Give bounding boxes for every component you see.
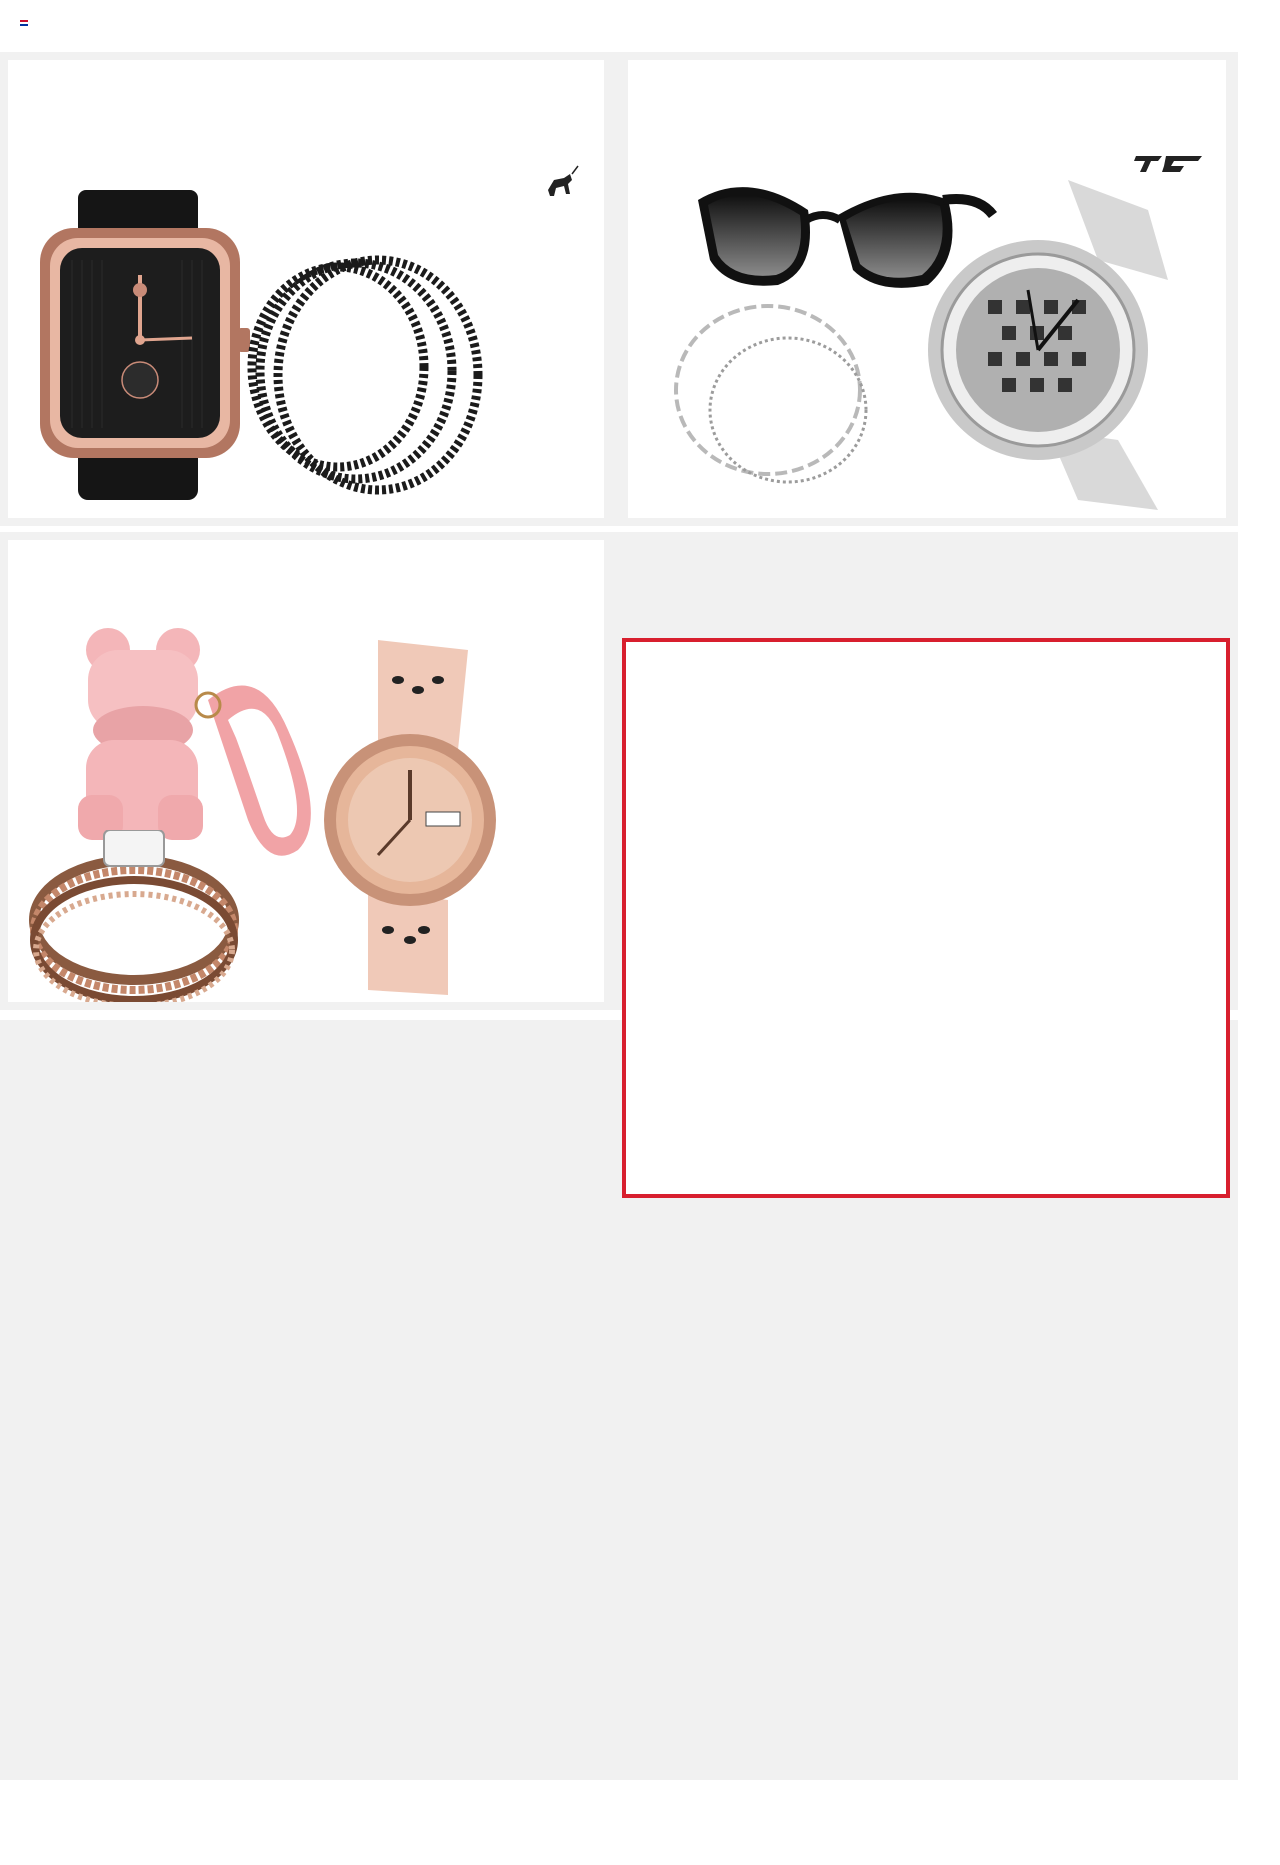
bracelet-image [24,830,244,1002]
watch-image [32,190,262,500]
tecno-sport-logo [1114,152,1224,178]
watch-image [918,180,1218,518]
flag-icon [20,20,28,26]
bracelet-image [658,280,888,510]
product-card[interactable] [8,540,604,1002]
tecno-sport-mark-icon [1134,152,1204,174]
product-card[interactable] [8,60,604,518]
watch-image [318,640,508,1000]
featured-card-frame [622,638,1230,1198]
product-card[interactable] [628,60,1226,518]
bracelet-image [238,235,508,505]
york-team-polo-club-logo [520,144,600,224]
